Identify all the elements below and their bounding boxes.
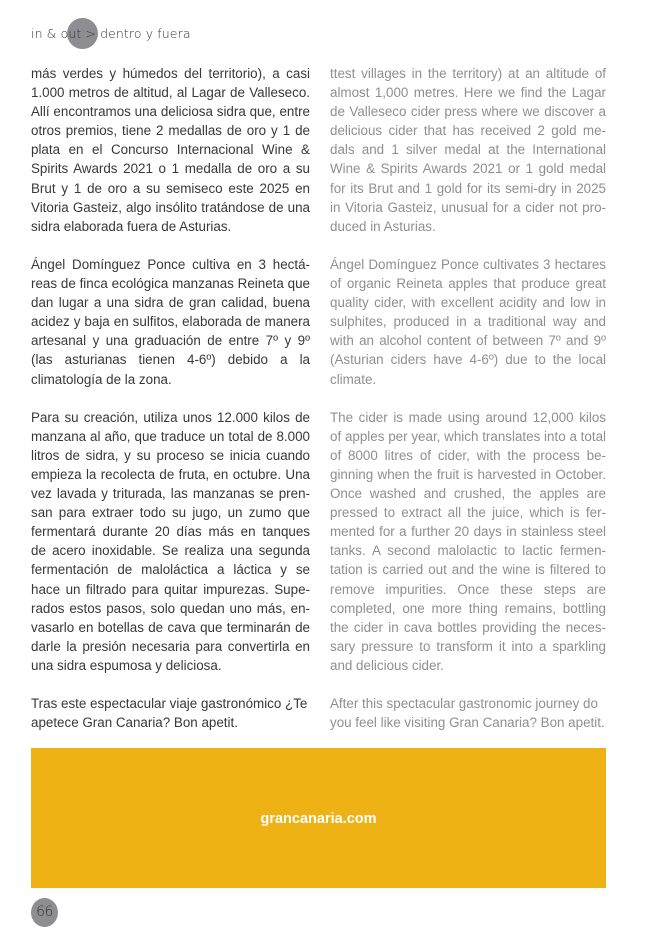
spanish-paragraph: más verdes y húmedos del territorio), a casi 1.000 metros de altitud, al Lagar de Valleseco. Allí encontramos una deliciosa sidra que, entre otros premios, tiene 2 medallas de oro y 1 de plata en el Concurso Internacional Wine & Spirits Awards 2021 o 1 medalla de oro a su Brut y 1 de oro a su semiseco este 2025 en Vitoria Gasteiz, algo insólito tratándose de una sidra elaborada fuera de Asturias. bbox=[31, 66, 310, 234]
grancanaria-link[interactable]: grancanaria.com bbox=[260, 811, 377, 827]
english-column bbox=[330, 64, 606, 751]
english-paragraph: Ángel Domínguez Ponce cultivates 3 hectares of organic Reineta apples that produce great quality cider, with excellent acidity and low in sulphites, produced in a traditional way and with an alcohol content of between 7º and 9º (Asturian ciders have 4-6º) due to the local climate. bbox=[330, 256, 606, 387]
spanish-paragraph: Tras este espectacular viaje gastronómico ¿Te apetece Gran Canaria? Bon apetit. bbox=[31, 696, 308, 731]
spanish-paragraph: Ángel Domínguez Ponce cultiva en 3 hectáreas de finca ecológica manzanas Reineta que dan lugar a una sidra de gran calidad, buena acidez y baja en sulfitos, elaborada de manera artesanal y una graduación de entre 7º y 9º (las asturianas tienen 4-6º) debido a la climatología de la zona. bbox=[31, 256, 310, 387]
english-paragraph: After this spectacular gastronomic journey do you feel like visiting Gran Canaria? Bon apetit. bbox=[330, 696, 605, 731]
spanish-paragraph: Para su creación, utiliza unos 12.000 kilos de manzana al año, que traduce un total de 8.000 litros de sidra, y su proceso se inicia cuando empieza la recolecta de fruta, en octubre. Una vez lavada y triturada, las manzanas se prensan para extraer todo su jugo, un zumo que fermentará durante 20 días más en tanques de acero inoxidable. Se realiza una segunda fermentación de maloláctica a láctica y se hace un filtrado para quitar impurezas. Superados estos pasos, solo quedan uno más, envasarlo en botellas de cava que terminarán de darle la presión necesaria para convertirla en una sidra espumosa y deliciosa. bbox=[31, 409, 310, 673]
spanish-column bbox=[31, 64, 310, 751]
grancanaria-banner[interactable] bbox=[31, 748, 606, 888]
english-paragraph: ttest villages in the territory) at an altitude of almost 1,000 metres. Here we find the Lagar de Valleseco cider press where we discover a delicious cider that has received 2 gold medals and 1 silver medal at the International Wine & Spirits Awards 2021 or 1 gold medal for its Brut and 1 gold for its semi-dry in 2025 in Vitoria Gasteiz, unusual for a cider not produced in Asturias. bbox=[330, 66, 606, 234]
page-number: 66 bbox=[31, 898, 58, 927]
english-paragraph: The cider is made using around 12,000 kilos of apples per year, which translates into a total of 8000 litres of cider, with the process beginning when the fruit is harvested in October. Once washed and crushed, the apples are pressed to extract all the juice, which is fermented for a further 20 days in stainless steel tanks. A second malolactic to lactic fermentation is carried out and the wine is filtered to remove impurities. Once these steps are completed, one more thing remains, bottling the cider in cava bottles providing the necessary pressure to transform it into a sparkling and delicious cider. bbox=[330, 409, 606, 673]
section-header: in & out > dentro y fuera bbox=[31, 26, 191, 41]
